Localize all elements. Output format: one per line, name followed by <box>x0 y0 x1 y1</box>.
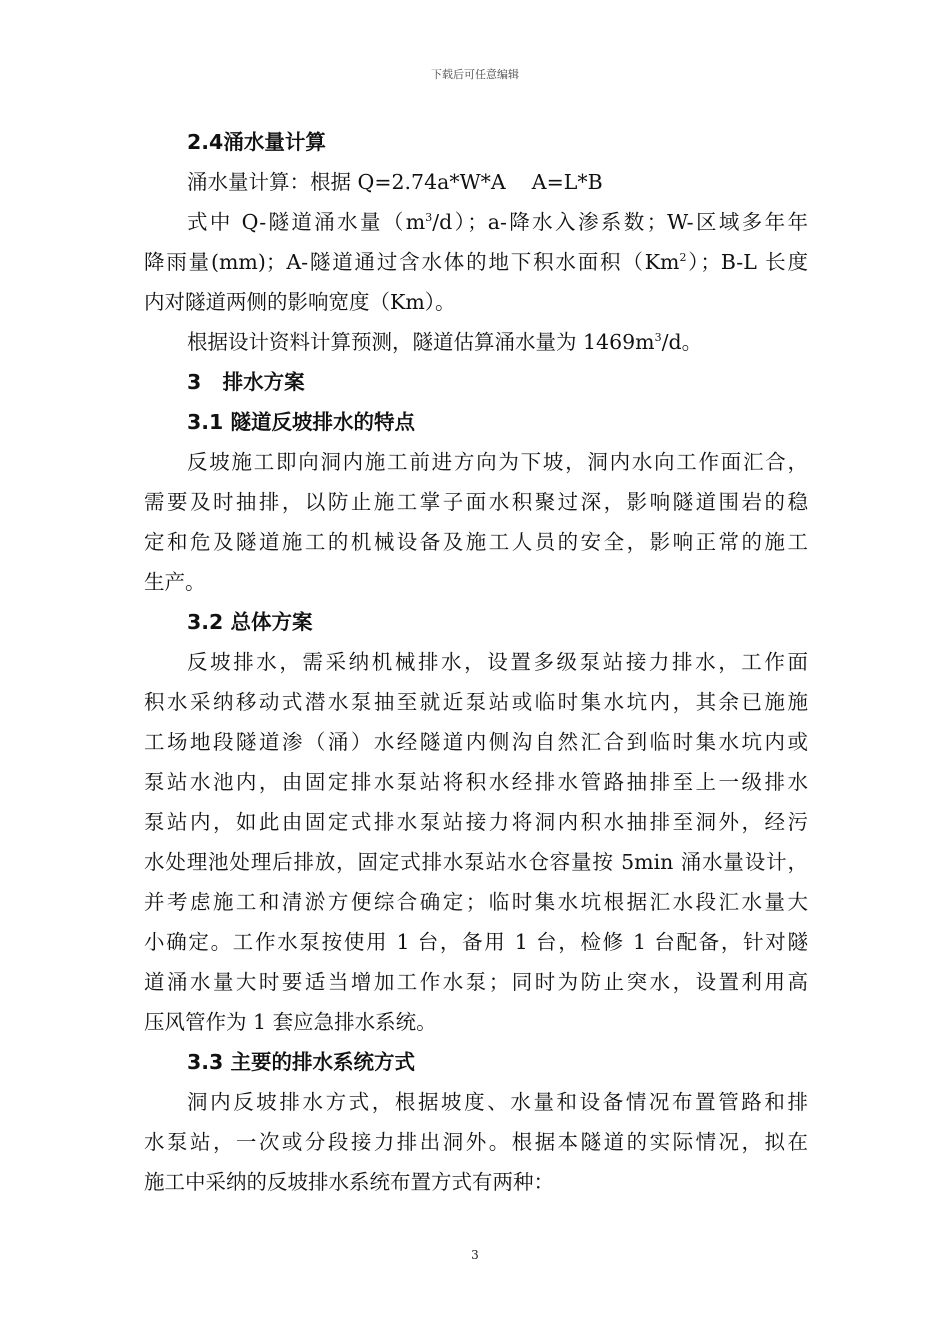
text-run: /d。 <box>661 330 703 354</box>
section-heading-3: 3 排水方案 <box>187 370 305 394</box>
text-run: /d）；a-降水入渗系数；W-区域多年年 <box>432 210 808 234</box>
text-run: 根据设计资料计算预测，隧道估算涌水量为 1469m <box>187 330 655 354</box>
paragraph-line: 水处理池处理后排放，固定式排水泵站水仓容量按 5min 涌水量设计， <box>144 850 808 874</box>
paragraph-line: 压风管作为 1 套应急排水系统。 <box>144 1010 437 1034</box>
text-run: 降雨量(mm)；A-隧道通过含水体的地下积水面积（Km <box>144 250 680 274</box>
paragraph-line: 工场地段隧道渗（涌）水经隧道内侧沟自然汇合到临时集水坑内或 <box>144 730 808 754</box>
page-header: 下载后可任意编辑 <box>431 68 519 81</box>
paragraph-line <box>144 202 808 242</box>
section-heading-3-3: 3.3 主要的排水系统方式 <box>187 1050 415 1074</box>
paragraph-line: 泵站内，如此由固定式排水泵站接力将洞内积水抽排至洞外，经污 <box>144 810 808 834</box>
paragraph-line: 积水采纳移动式潜水泵抽至就近泵站或临时集水坑内，其余已施施 <box>144 690 808 714</box>
text-run: ）；B-L 长度 <box>686 250 808 274</box>
paragraph-line: 需要及时抽排，以防止施工掌子面水积聚过深，影响隧道围岩的稳 <box>144 490 808 514</box>
section-heading-3-2: 3.2 总体方案 <box>187 610 313 634</box>
text-run: 式中 Q-隧道涌水量（m <box>187 210 426 234</box>
paragraph-line: 水泵站，一次或分段接力排出洞外。根据本隧道的实际情况，拟在 <box>144 1130 808 1154</box>
section-heading-3-1: 3.1 隧道反坡排水的特点 <box>187 410 415 434</box>
paragraph-line: 内对隧道两侧的影响宽度（Km）。 <box>144 290 456 314</box>
paragraph-line <box>144 322 808 362</box>
paragraph-line: 施工中采纳的反坡排水系统布置方式有两种： <box>144 1170 554 1194</box>
paragraph-line: 生产。 <box>144 570 206 594</box>
superscript: 3 <box>654 331 662 345</box>
paragraph-line: 道涌水量大时要适当增加工作水泵；同时为防止突水，设置利用高 <box>144 970 808 994</box>
paragraph-line: 定和危及隧道施工的机械设备及施工人员的安全，影响正常的施工 <box>144 530 808 554</box>
paragraph-line: 小确定。工作水泵按使用 1 台，备用 1 台，检修 1 台配备，针对隧 <box>144 930 808 954</box>
paragraph-line: 反坡排水，需采纳机械排水，设置多级泵站接力排水，工作面 <box>187 650 808 674</box>
paragraph-line: 泵站水池内，由固定排水泵站将积水经排水管路抽排至上一级排水 <box>144 770 808 794</box>
paragraph-line: 并考虑施工和清淤方便综合确定；临时集水坑根据汇水段汇水量大 <box>144 890 808 914</box>
paragraph-line: 涌水量计算：根据 Q=2.74a*W*A A=L*B <box>187 170 603 194</box>
paragraph-line <box>144 242 808 282</box>
document-body <box>144 122 808 1202</box>
paragraph-line: 反坡施工即向洞内施工前进方向为下坡，洞内水向工作面汇合， <box>187 450 808 474</box>
paragraph-line: 洞内反坡排水方式，根据坡度、水量和设备情况布置管路和排 <box>187 1090 808 1114</box>
page-number: 3 <box>471 1248 479 1262</box>
superscript: 2 <box>679 251 687 265</box>
section-heading-2-4: 2.4涌水量计算 <box>187 130 326 154</box>
superscript: 3 <box>425 211 433 225</box>
